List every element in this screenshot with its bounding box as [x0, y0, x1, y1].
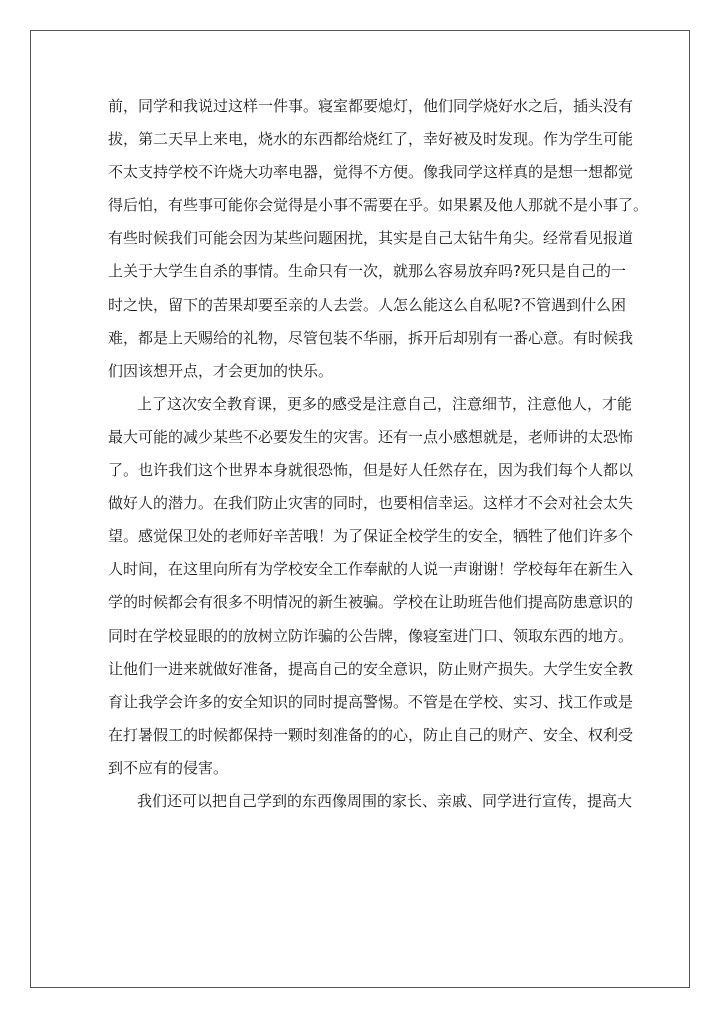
- text-line: 难，都是上天赐给的礼物，尽管包装不华丽，拆开后却别有一番心意。有时候我: [108, 328, 634, 347]
- text-line: 前，同学和我说过这样一件事。寝室都要熄灯，他们同学烧好水之后，插头没有: [108, 97, 634, 115]
- text-line: 最大可能的减少某些不必要发生的灾害。还有一点小感想就是，老师讲的太恐怖: [108, 427, 634, 446]
- text-line: 得后怕，有些事可能你会觉得是小事不需要在乎。如果累及他人那就不是小事了。: [108, 196, 649, 215]
- text-line: 同时在学校显眼的的放树立防诈骗的公告牌，像寝室进门口、领取东西的地方。: [108, 626, 634, 645]
- text-line: 望。感觉保卫处的老师好辛苦哦！为了保证全校学生的安全，牺牲了他们许多个: [108, 527, 634, 546]
- text-line: 不太支持学校不许烧大功率电器，觉得不方便。像我同学这样真的是想一想都觉: [108, 163, 634, 182]
- text-line: 我们还可以把自己学到的东西像周围的家长、亲戚、同学进行宣传，提高大: [137, 791, 633, 810]
- text-line: 育让我学会许多的安全知识的同时提高警惕。不管是在学校、实习、找工作或是: [108, 692, 634, 711]
- text-line: 了。也许我们这个世界本身就很恐怖，但是好人任然存在，因为我们每个人都以: [108, 461, 634, 480]
- text-line: 到不应有的侵害。: [108, 758, 229, 777]
- text-line: 上关于大学生自杀的事情。生命只有一次，就那么容易放弃吗?死只是自己的一: [108, 262, 626, 281]
- text-line: 们因该想开点，才会更加的快乐。: [108, 361, 334, 380]
- text-line: 有些时候我们可能会因为某些问题困扰，其实是自己太钻牛角尖。经常看见报道: [108, 229, 634, 248]
- text-line: 做好人的潜力。在我们防止灾害的同时，也要相信幸运。这样才不会对社会太失: [108, 494, 634, 513]
- text-line: 上了这次安全教育课，更多的感受是注意自己，注意细节，注意他人，才能: [137, 394, 633, 413]
- text-line: 时之快，留下的苦果却要至亲的人去尝。人怎么能这么自私呢?不管遇到什么困: [108, 295, 626, 314]
- text-line: 拔，第二天早上来电，烧水的东西都给烧红了，幸好被及时发现。作为学生可能: [108, 130, 634, 149]
- document-body: [108, 90, 648, 818]
- text-line: 人时间，在这里向所有为学校安全工作奉献的人说一声谢谢！学校每年在新生入: [108, 560, 634, 579]
- text-line: 在打暑假工的时候都保持一颗时刻准备的的心，防止自己的财产、安全、权利受: [108, 725, 634, 744]
- text-line: 学的时候都会有很多不明情况的新生被骗。学校在让助班告他们提高防患意识的: [108, 593, 634, 612]
- text-line: 让他们一进来就做好准备，提高自己的安全意识，防止财产损失。大学生安全教: [108, 659, 634, 678]
